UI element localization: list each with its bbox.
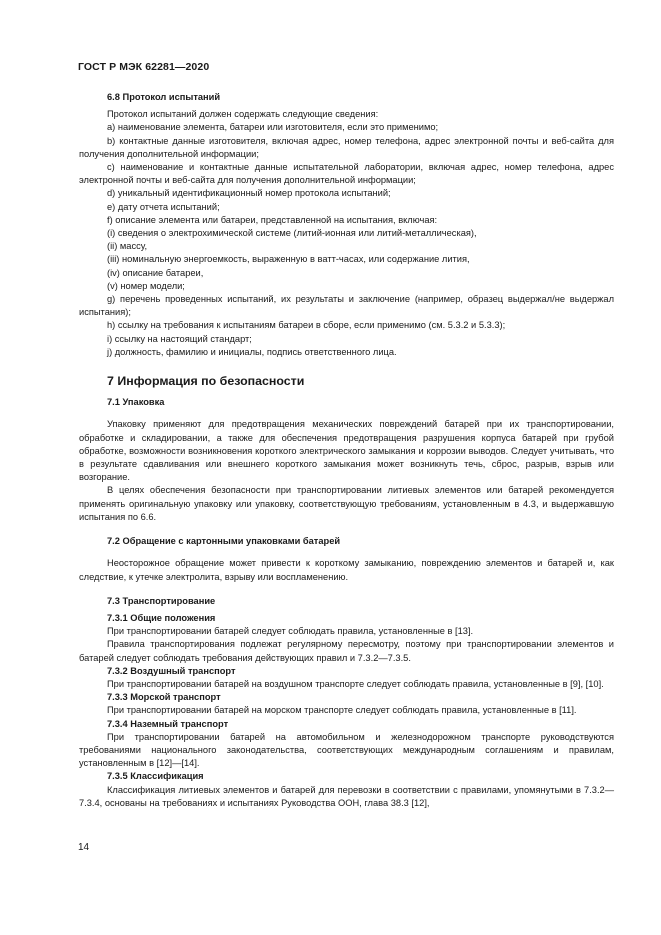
- paragraph: При транспортировании батарей следует соблюдать правила, установленные в [13].: [107, 626, 474, 637]
- list-subitem-ii: (ii) массу,: [107, 241, 148, 252]
- section-7-2-title: 7.2 Обращение с картонными упаковками батарей: [107, 536, 341, 547]
- list-item-g: g) перечень проведенных испытаний, их результаты и заключение (например, образец выдержал/не выдержал испытания);: [79, 294, 614, 318]
- page-number: 14: [78, 842, 90, 853]
- section-7-1-title: 7.1 Упаковка: [107, 397, 165, 408]
- section-6-8-title: 6.8 Протокол испытаний: [107, 92, 221, 102]
- section-7-3-5-title: 7.3.5 Классификация: [107, 771, 204, 782]
- section-7-3-title: 7.3 Транспортирование: [107, 595, 216, 606]
- page-content: [79, 91, 614, 810]
- paragraph: Неосторожное обращение может привести к короткому замыканию, повреждению элементов и батарей и, как следствие, к утечке электролита, взрыву или воспламенению.: [79, 558, 614, 582]
- list-item-b: b) контактные данные изготовителя, включая адрес, номер телефона, адрес электронной почты и веб-сайта для получения дополнительной информации;: [79, 135, 614, 159]
- list-item-d: d) уникальный идентификационный номер протокола испытаний;: [107, 188, 391, 199]
- paragraph: Протокол испытаний должен содержать следующие сведения:: [107, 109, 379, 120]
- paragraph: При транспортировании батарей на воздушном транспорте следует соблюдать правила, установленные в [9], [10].: [107, 678, 604, 689]
- paragraph: В целях обеспечения безопасности при транспортировании литиевых элементов или батарей рекомендуется применять оригинальную упаковку или упаковку, соответствующую требованиям, установленным в 4.3, и выдержавшую испытания по 6.6.: [79, 485, 614, 522]
- list-subitem-iii: (iii) номинальную энергоемкость, выраженную в ватт-часах, или содержание лития,: [107, 254, 470, 265]
- paragraph: При транспортировании батарей на морском транспорте следует соблюдать правила, установленные в [11].: [107, 705, 577, 716]
- section-7-3-4-title: 7.3.4 Наземный транспорт: [107, 718, 229, 729]
- standard-header: ГОСТ Р МЭК 62281—2020: [78, 61, 210, 73]
- paragraph: Классификация литиевых элементов и батарей для перевозки в соответствии с правилами, упомянутыми в 7.3.2—7.3.4, основаны на требованиях и испытаниях Руководства ООН, глава 38.3 [12],: [79, 784, 614, 808]
- paragraph: Упаковку применяют для предотвращения механических повреждений батарей при их транспортировании, обработке и складировании, а также для обеспечения предотвращения разрушения корпуса батарей при грубой обработке, возможности возникновения короткого электрического замыкания и коррозии выводов. Следует учитывать, что в результате сдавливания или внешнего короткого замыкания может возникнуть течь, сброс, разрыв, взрыв или возгорание.: [79, 419, 614, 483]
- section-7-title: 7 Информация по безопасности: [107, 374, 305, 389]
- list-item-h: h) ссылку на требования к испытаниям батареи в сборе, если применимо (см. 5.3.2 и 5.3.3);: [107, 320, 506, 331]
- section-7-3-2-title: 7.3.2 Воздушный транспорт: [107, 665, 236, 676]
- section-7-3-3-title: 7.3.3 Морской транспорт: [107, 692, 221, 703]
- list-item-e: e) дату отчета испытаний;: [107, 201, 220, 212]
- list-subitem-v: (v) номер модели;: [107, 280, 185, 291]
- section-7-3-1-title: 7.3.1 Общие положения: [107, 612, 216, 623]
- paragraph: Правила транспортирования подлежат регулярному пересмотру, поэтому при транспортировании элементов и батарей следует соблюдать требования действующих правил и 7.3.2—7.3.5.: [79, 639, 614, 663]
- list-item-i: i) ссылку на настоящий стандарт;: [107, 333, 252, 344]
- list-subitem-iv: (iv) описание батареи,: [107, 267, 204, 278]
- list-item-c: c) наименование и контактные данные испытательной лаборатории, включая адрес, номер телефона, адрес электронной почты и веб-сайта для получения дополнительной информации;: [79, 162, 614, 186]
- list-item-a: а) наименование элемента, батареи или изготовителя, если это применимо;: [107, 122, 439, 133]
- list-item-j: j) должность, фамилию и инициалы, подпись ответственного лица.: [107, 346, 397, 357]
- list-subitem-i: (i) сведения о электрохимической системе (литий-ионная или литий-металлическая),: [107, 228, 477, 239]
- list-item-f: f) описание элемента или батареи, представленной на испытания, включая:: [107, 214, 438, 225]
- paragraph: При транспортировании батарей на автомобильном и железнодорожном транспорте руководствуются требованиями национального законодательства, соответствующих международным соглашениям и правилам, установленным в [12]—[14].: [79, 731, 614, 769]
